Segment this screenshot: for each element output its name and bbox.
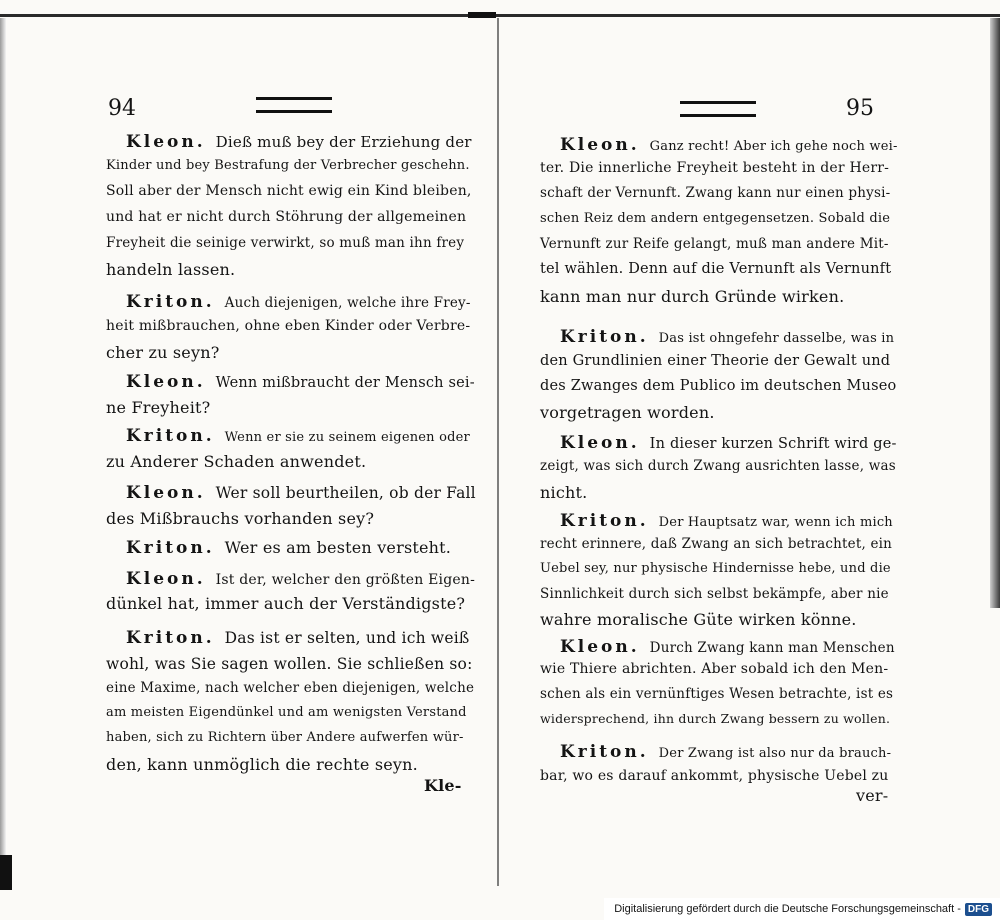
- line-text: tel wählen. Denn auf die Vernunft als Vernunft: [540, 261, 892, 277]
- line-text: Ganz recht! Aber ich gehe noch wei-: [649, 139, 898, 154]
- text-line: [540, 287, 898, 306]
- speaker-name: Kleon.: [560, 433, 640, 453]
- right-page-edge-shadow: [990, 18, 1000, 608]
- text-line: [560, 135, 898, 155]
- text-line: [106, 594, 476, 613]
- speaker-name: Kriton.: [126, 538, 215, 558]
- line-text: cher zu seyn?: [106, 343, 220, 362]
- line-text: Freyheit die seinige verwirkt, so muß man ihn frey: [106, 235, 465, 251]
- text-line: [540, 211, 898, 226]
- text-line: [106, 183, 476, 199]
- catchword-right: ver-: [856, 786, 889, 805]
- text-line: [560, 742, 898, 762]
- line-text: den, kann unmöglich die rechte seyn.: [106, 755, 418, 774]
- line-text: des Zwanges dem Publico im deutschen Museo: [540, 378, 897, 394]
- book-gutter: [497, 18, 499, 886]
- text-line: [540, 378, 898, 394]
- line-text: schen Reiz dem andern entgegensetzen. Sobald die: [540, 211, 891, 226]
- dfg-logo: DFG: [965, 903, 992, 916]
- header-rule-left: [256, 97, 332, 113]
- line-text: Der Hauptsatz war, wenn ich mich: [658, 515, 893, 530]
- text-line: [540, 483, 898, 502]
- text-line: [540, 353, 898, 369]
- text-line: [126, 426, 476, 446]
- line-text: eine Maxime, nach welcher eben diejenigen, welche: [106, 680, 475, 696]
- line-text: wahre moralische Güte wirken könne.: [540, 610, 857, 629]
- line-text: Ist der, welcher den größten Eigen-: [215, 572, 476, 588]
- text-line: [106, 318, 476, 334]
- line-text: schen als ein vernünftiges Wesen betrachte, ist es: [540, 686, 894, 702]
- line-text: ter. Die innerliche Freyheit besteht in der Herr-: [540, 160, 890, 176]
- text-line: [106, 452, 476, 471]
- speaker-name: Kriton.: [126, 628, 215, 648]
- line-text: Sinnlichkeit durch sich selbst bekämpfe, aber nie: [540, 586, 889, 602]
- text-line: [540, 610, 898, 629]
- speaker-name: Kriton.: [126, 426, 215, 446]
- text-line: [560, 511, 898, 531]
- line-text: Dieß muß bey der Erziehung der: [215, 133, 472, 151]
- page-number-right: 95: [846, 96, 874, 121]
- text-line: [560, 433, 898, 453]
- speaker-name: Kleon.: [126, 569, 206, 589]
- speaker-name: Kriton.: [560, 511, 649, 531]
- line-text: zu Anderer Schaden anwendet.: [106, 452, 367, 471]
- text-line: [106, 343, 476, 362]
- speaker-name: Kriton.: [560, 327, 649, 347]
- line-text: Wer es am besten versteht.: [224, 538, 452, 557]
- text-line: [540, 536, 898, 552]
- speaker-name: Kleon.: [560, 637, 640, 657]
- text-line: [106, 235, 476, 251]
- line-text: Wer soll beurtheilen, ob der Fall: [215, 484, 476, 502]
- text-line: [540, 768, 898, 784]
- line-text: bar, wo es darauf ankommt, physische Uebel zu: [540, 768, 889, 784]
- line-text: Soll aber der Mensch nicht ewig ein Kind bleiben,: [106, 183, 472, 199]
- text-line: [106, 755, 476, 774]
- line-text: Das ist er selten, und ich weiß: [224, 629, 470, 647]
- top-page-edge: [0, 14, 1000, 17]
- text-line: [540, 661, 898, 677]
- text-line: [540, 403, 898, 422]
- text-line: [106, 398, 476, 417]
- line-text: handeln lassen.: [106, 260, 236, 279]
- line-text: widersprechend, ihn durch Zwang bessern zu wollen.: [540, 711, 891, 726]
- line-text: Wenn er sie zu seinem eigenen oder: [224, 430, 470, 445]
- text-line: [106, 509, 476, 528]
- header-rule-right: [680, 101, 756, 117]
- speaker-name: Kleon.: [126, 483, 206, 503]
- line-text: heit mißbrauchen, ohne eben Kinder oder Verbre-: [106, 318, 471, 334]
- line-text: dünkel hat, immer auch der Verständigste?: [106, 594, 466, 613]
- text-line: [540, 185, 898, 201]
- text-line: [126, 569, 476, 589]
- line-text: Wenn mißbraucht der Mensch sei-: [215, 375, 475, 391]
- line-text: Vernunft zur Reife gelangt, muß man andere Mit-: [540, 236, 889, 252]
- text-line: [126, 132, 476, 152]
- text-line: [126, 628, 476, 648]
- line-text: wohl, was Sie sagen wollen. Sie schließen so:: [106, 655, 473, 673]
- text-line: [106, 260, 476, 279]
- text-line: [540, 458, 898, 474]
- text-line: [106, 730, 476, 745]
- line-text: haben, sich zu Richtern über Andere aufwerfen wür-: [106, 730, 464, 745]
- line-text: den Grundlinien einer Theorie der Gewalt und: [540, 353, 891, 369]
- text-line: [126, 483, 476, 503]
- speaker-name: Kleon.: [126, 132, 206, 152]
- text-line: [540, 711, 898, 726]
- line-text: Kinder und bey Bestrafung der Verbrecher geschehn.: [106, 158, 470, 173]
- line-text: vorgetragen worden.: [540, 403, 715, 422]
- line-text: Durch Zwang kann man Menschen: [649, 640, 895, 656]
- text-line: [126, 292, 476, 312]
- line-text: Der Zwang ist also nur da brauch-: [658, 746, 892, 761]
- speaker-name: Kriton.: [560, 742, 649, 762]
- text-line: [540, 160, 898, 176]
- text-line: [540, 561, 898, 576]
- text-line: [106, 680, 476, 696]
- text-line: [560, 637, 898, 657]
- text-line: [540, 261, 898, 277]
- line-text: ne Freyheit?: [106, 398, 211, 417]
- line-text: recht erinnere, daß Zwang an sich betrachtet, ein: [540, 536, 893, 552]
- speaker-name: Kleon.: [560, 135, 640, 155]
- digitization-footer: [604, 898, 1000, 920]
- line-text: und hat er nicht durch Stöhrung der allgemeinen: [106, 209, 467, 225]
- line-text: kann man nur durch Gründe wirken.: [540, 287, 845, 306]
- line-text: Das ist ohngefehr dasselbe, was in: [658, 331, 895, 346]
- text-line: [540, 686, 898, 702]
- speaker-name: Kriton.: [126, 292, 215, 312]
- line-text: schaft der Vernunft. Zwang kann nur einen physi-: [540, 185, 891, 201]
- text-line: [540, 586, 898, 602]
- page-number-left: 94: [108, 96, 136, 121]
- corner-shadow: [0, 855, 12, 890]
- line-text: Uebel sey, nur physische Hindernisse hebe, und die: [540, 561, 891, 576]
- text-line: [106, 209, 476, 225]
- text-line: [540, 236, 898, 252]
- line-text: wie Thiere abrichten. Aber sobald ich den Men-: [540, 661, 889, 677]
- line-text: Auch diejenigen, welche ihre Frey-: [224, 295, 471, 311]
- catchword-left: Kle-: [424, 776, 462, 795]
- line-text: In dieser kurzen Schrift wird ge-: [649, 436, 897, 452]
- text-line: [106, 158, 476, 173]
- line-text: zeigt, was sich durch Zwang ausrichten lasse, was: [540, 458, 896, 474]
- footer-credit-text: Digitalisierung gefördert durch die Deutsche Forschungsgemeinschaft -: [614, 903, 961, 915]
- line-text: des Mißbrauchs vorhanden sey?: [106, 509, 375, 528]
- line-text: nicht.: [540, 483, 588, 502]
- text-line: [560, 327, 898, 347]
- text-line: [126, 372, 476, 392]
- text-line: [106, 705, 476, 720]
- text-line: [106, 655, 476, 673]
- line-text: am meisten Eigendünkel und am wenigsten Verstand: [106, 705, 467, 720]
- text-line: [126, 538, 476, 558]
- speaker-name: Kleon.: [126, 372, 206, 392]
- binding-mark: [468, 12, 496, 18]
- left-page-edge-shadow: [0, 18, 6, 888]
